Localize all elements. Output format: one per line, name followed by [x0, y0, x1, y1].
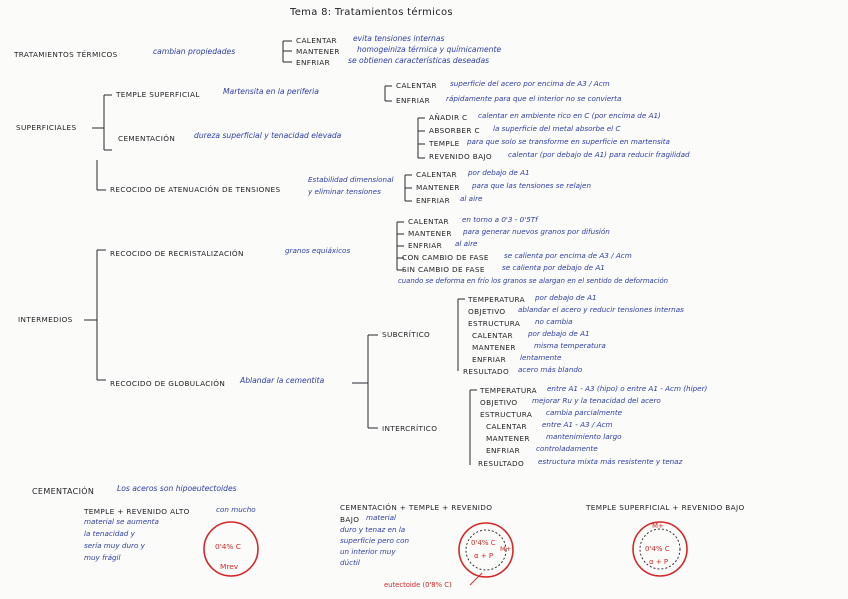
subcritico-step-value: no cambia [535, 317, 573, 326]
root-step-value: se obtienen características deseadas [348, 56, 490, 65]
subcritico-step-key: CALENTAR [472, 331, 513, 340]
temple-step-key: CALENTAR [396, 81, 437, 90]
cementacion-step-key: ABSORBER C [429, 126, 480, 135]
cementacion-step-key: REVENIDO BAJO [429, 152, 493, 161]
case3-core: 0'4% C [645, 545, 670, 553]
temple-superficial-note: Martensita en la periferia [223, 87, 319, 96]
subcritico-step-key: RESULTADO [463, 367, 510, 376]
root-step-value: homogeiniza térmica y químicamente [357, 45, 502, 54]
globulizacion-label: RECOCIDO DE GLOBULACIÓN [110, 379, 226, 388]
case2-label: BAJO [340, 515, 360, 524]
cementacion-step-value: la superficie del metal absorbe el C [493, 124, 621, 133]
case2-line: dúctil [340, 558, 360, 567]
intercritico-step-value: mantenimiento largo [546, 432, 622, 441]
case2-label: CEMENTACIÓN + TEMPLE + REVENIDO [340, 503, 493, 512]
tensiones-step-key: CALENTAR [416, 170, 457, 179]
subcritico-step-key: MANTENER [472, 343, 516, 352]
recristalizacion-step-value: se calienta por encima de A3 / Acm [504, 251, 632, 260]
subcritico-step-value: por debajo de A1 [528, 329, 590, 338]
case1-surface: Mrev [220, 562, 239, 571]
root-step-key: CALENTAR [296, 36, 337, 45]
recristalizacion-step-key: CON CAMBIO DE FASE [402, 253, 489, 262]
subcritico-step-value: ablandar el acero y reducir tensiones internas [518, 305, 684, 314]
case2-eutectoide: eutectoide (0'8% C) [384, 581, 452, 589]
cementacion-step-value: calentar en ambiente rico en C (por encima de A1) [478, 111, 661, 120]
recristalizacion-step-value: en torno a 0'3 - 0'5Tf [462, 215, 538, 224]
recristalizacion-step-value: para generar nuevos granos por difusión [463, 227, 610, 236]
case1-line: sería muy duro y [84, 541, 145, 550]
case2-line: un interior muy [340, 547, 396, 556]
root-step-key: MANTENER [296, 47, 340, 56]
cementacion-bottom-label: CEMENTACIÓN [32, 487, 95, 496]
cementacion-note: dureza superficial y tenacidad elevada [194, 131, 342, 140]
case1-line: muy frágil [84, 553, 121, 562]
subcritico-step-value: misma temperatura [534, 341, 606, 350]
subcritico-step-key: ESTRUCTURA [468, 319, 521, 328]
subcritico-step-key: OBJETIVO [468, 307, 506, 316]
recristalizacion-step-value: se calienta por debajo de A1 [502, 263, 605, 272]
tensiones-step-value: por debajo de A1 [468, 168, 530, 177]
recristalizacion-step-key: CALENTAR [408, 217, 449, 226]
case2-line: duro y tenaz en la [340, 525, 406, 534]
case1-line: con mucho [216, 505, 256, 514]
subcritico-step-value: por debajo de A1 [535, 293, 597, 302]
case3-label: TEMPLE SUPERFICIAL + REVENIDO BAJO [586, 503, 745, 512]
subcritico-step-key: ENFRIAR [472, 355, 506, 364]
globulizacion-note: Ablandar la cementita [240, 376, 325, 385]
cementacion-step-value: para que solo se transforme en superficie en martensita [467, 137, 670, 146]
case1-label: TEMPLE + REVENIDO ALTO [84, 507, 190, 516]
intercritico-step-value: entre A1 - A3 (hipo) o entre A1 - Acm (hiper) [547, 384, 708, 393]
case3-top: M+ [652, 522, 664, 530]
intercritico-step-value: mejorar Ru y la tenacidad del acero [532, 396, 661, 405]
recristalizacion-footer: cuando se deforma en frío los granos se alargan en el sentido de deformación [398, 277, 669, 285]
intercritico-step-key: OBJETIVO [480, 398, 518, 407]
case2-line: superficie pero con [340, 536, 410, 545]
intercritico-step-value: controladamente [536, 444, 598, 453]
intercritico-step-key: TEMPERATURA [480, 386, 537, 395]
case1-line: material se aumenta [84, 517, 159, 526]
cementacion-label: CEMENTACIÓN [118, 134, 176, 143]
case2-line: material [366, 513, 396, 522]
recocido-tensiones-label: RECOCIDO DE ATENUACIÓN DE TENSIONES [110, 185, 281, 194]
case1-line: la tenacidad y [84, 529, 135, 538]
temple-step-key: ENFRIAR [396, 96, 430, 105]
recristalizacion-step-key: ENFRIAR [408, 241, 442, 250]
recocido-tensiones-note: Estabilidad dimensional [308, 175, 394, 184]
cementacion-step-key: AÑADIR C [429, 113, 468, 122]
intercritico-step-key: MANTENER [486, 434, 530, 443]
case3-core2: α + P [649, 558, 669, 566]
recristalizacion-step-value: al aire [455, 239, 478, 248]
tensiones-step-value: para que las tensiones se relajen [472, 181, 592, 190]
tensiones-step-key: MANTENER [416, 183, 460, 192]
intercritico-step-key: CALENTAR [486, 422, 527, 431]
case2-core2: α + P [474, 552, 494, 560]
cementacion-step-key: TEMPLE [429, 139, 460, 148]
recristalizacion-note: granos equiáxicos [285, 246, 351, 255]
temple-superficial-label: TEMPLE SUPERFICIAL [116, 90, 200, 99]
intercritico-step-key: ESTRUCTURA [480, 410, 533, 419]
case1-core: 0'4% C [215, 542, 241, 551]
recristalizacion-step-key: MANTENER [408, 229, 452, 238]
intercritico-step-value: entre A1 - A3 / Acm [542, 420, 613, 429]
recocido-tensiones-note: y eliminar tensiones [308, 187, 381, 196]
subcritico-step-key: TEMPERATURA [468, 295, 525, 304]
recristalizacion-step-key: SIN CAMBIO DE FASE [402, 265, 485, 274]
temple-step-value: rápidamente para que el interior no se convierta [446, 94, 622, 103]
root-label: TRATAMIENTOS TÉRMICOS [14, 50, 118, 59]
case2-surface: M+ [500, 545, 512, 553]
intercritico-step-value: estructura mixta más resistente y tenaz [538, 457, 683, 466]
subcritico-label: SUBCRÍTICO [382, 330, 431, 339]
tensiones-step-key: ENFRIAR [416, 196, 450, 205]
case2-core: 0'4% C [471, 539, 496, 547]
recristalizacion-label: RECOCIDO DE RECRISTALIZACIÓN [110, 249, 244, 258]
root-step-value: evita tensiones internas [353, 34, 445, 43]
root-step-key: ENFRIAR [296, 58, 330, 67]
page-title: Tema 8: Tratamientos térmicos [290, 7, 453, 18]
intercritico-step-key: RESULTADO [478, 459, 525, 468]
intermedios-label: INTERMEDIOS [18, 315, 73, 324]
tensiones-step-value: al aire [460, 194, 483, 203]
cementacion-step-value: calentar (por debajo de A1) para reducir fragilidad [508, 150, 690, 159]
intercritico-step-key: ENFRIAR [486, 446, 520, 455]
intercritico-label: INTERCRÍTICO [382, 424, 438, 433]
subcritico-step-value: lentamente [520, 353, 562, 362]
structure-diagrams [204, 522, 687, 585]
intercritico-step-value: cambia parcialmente [546, 408, 623, 417]
cementacion-bottom-note: Los aceros son hipoeutectoides [117, 484, 237, 493]
subcritico-step-value: acero más blando [518, 365, 583, 374]
root-note: cambian propiedades [153, 47, 236, 56]
temple-step-value: superficie del acero por encima de A3 / Acm [450, 79, 610, 88]
superficiales-label: SUPERFICIALES [16, 123, 77, 132]
